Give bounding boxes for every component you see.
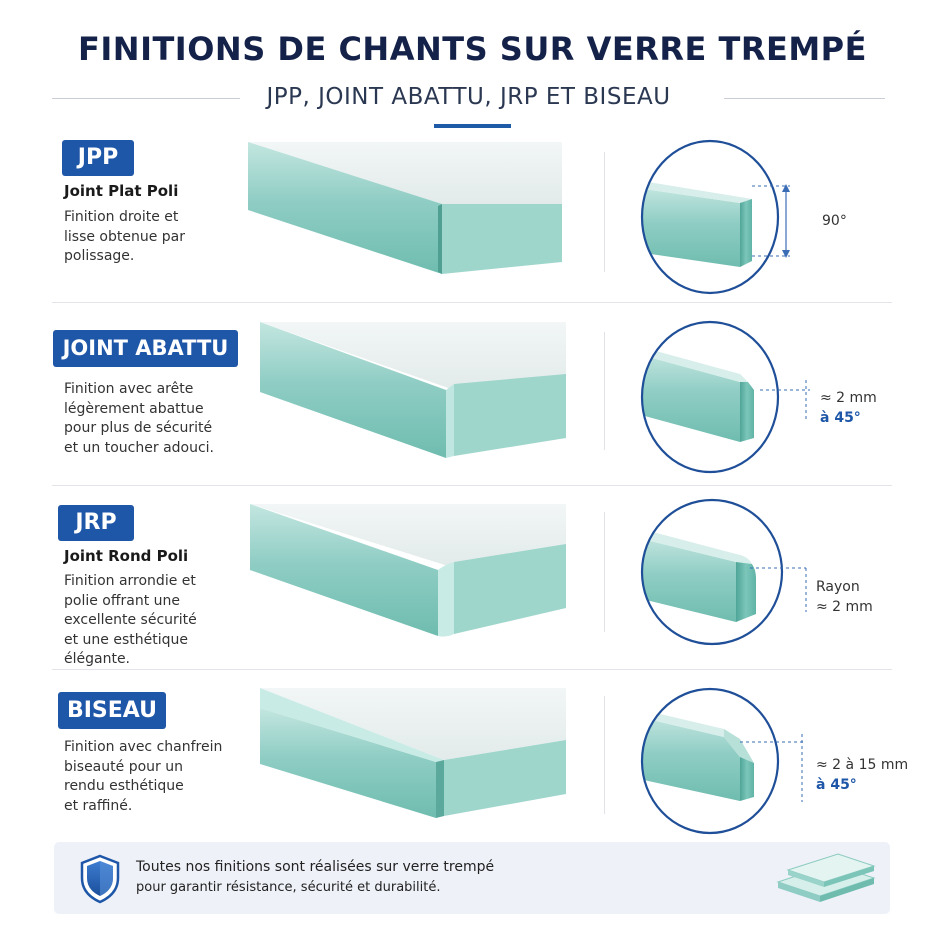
page-subtitle: JPP, JOINT ABATTU, JRP ET BISEAU [266, 84, 671, 110]
divider-biseau [604, 696, 605, 814]
section-name-jrp: Joint Rond Poli [64, 547, 189, 565]
dimension-marks-joint-abattu [760, 376, 820, 426]
glass-photo-jpp [246, 142, 562, 278]
annotation-jrp [816, 577, 873, 617]
glass-photo-jrp [248, 504, 566, 640]
section-separator-1 [52, 302, 892, 303]
section-badge-joint-abattu: JOINT ABATTU [53, 330, 238, 367]
annotation-joint-abattu-angle: à 45° [820, 410, 861, 426]
footer-line-1: Toutes nos finitions sont réalisées sur verre trempé [136, 859, 495, 875]
annotation-biseau [816, 755, 908, 795]
glass-panels-icon [776, 848, 876, 908]
section-desc-jpp: Finition droite et lisse obtenue par polissage. [64, 209, 186, 264]
footer-banner [54, 842, 890, 914]
glass-photo-biseau [258, 688, 566, 820]
shield-icon [78, 854, 122, 904]
page-title: FINITIONS DE CHANTS SUR VERRE TREMPÉ [78, 30, 867, 68]
section-badge-jpp: JPP [62, 140, 134, 176]
divider-jrp [604, 512, 605, 632]
divider-joint-abattu [604, 332, 605, 450]
annotation-jrp-radius: ≈ 2 mm [816, 599, 873, 615]
section-separator-2 [52, 485, 892, 486]
annotation-joint-abattu-size: ≈ 2 mm [820, 390, 877, 406]
section-badge-jrp: JRP [58, 505, 134, 541]
annotation-jpp-angle: 90° [822, 213, 847, 229]
annotation-joint-abattu [820, 388, 877, 428]
dimension-marks-jrp [750, 562, 810, 622]
glass-photo-joint-abattu [258, 322, 566, 460]
section-desc-jrp: Finition arrondie et polie offrant une excellente sécurité et une esthétique élégante. [64, 573, 197, 667]
section-separator-3 [52, 669, 892, 670]
subtitle-row [52, 82, 885, 116]
annotation-biseau-size: ≈ 2 à 15 mm [816, 757, 909, 773]
footer-line-2: pour garantir résistance, sécurité et durabilité. [136, 880, 441, 895]
section-desc-biseau: Finition avec chanfrein biseauté pour un rendu esthétique et raffiné. [64, 739, 223, 814]
title-accent-bar [434, 124, 511, 128]
annotation-biseau-angle: à 45° [816, 777, 857, 793]
annotation-jpp [822, 211, 847, 231]
dimension-marks-biseau [740, 730, 810, 810]
dimension-marks-jpp [752, 180, 792, 264]
section-desc-joint-abattu: Finition avec arête légèrement abattue pour plus de sécurité et un toucher adouci. [64, 381, 215, 456]
divider-jpp [604, 152, 605, 272]
annotation-jrp-label: Rayon [816, 579, 860, 595]
section-name-jpp: Joint Plat Poli [64, 182, 179, 200]
subtitle-rule-right [724, 98, 885, 99]
section-badge-biseau: BISEAU [58, 692, 166, 729]
